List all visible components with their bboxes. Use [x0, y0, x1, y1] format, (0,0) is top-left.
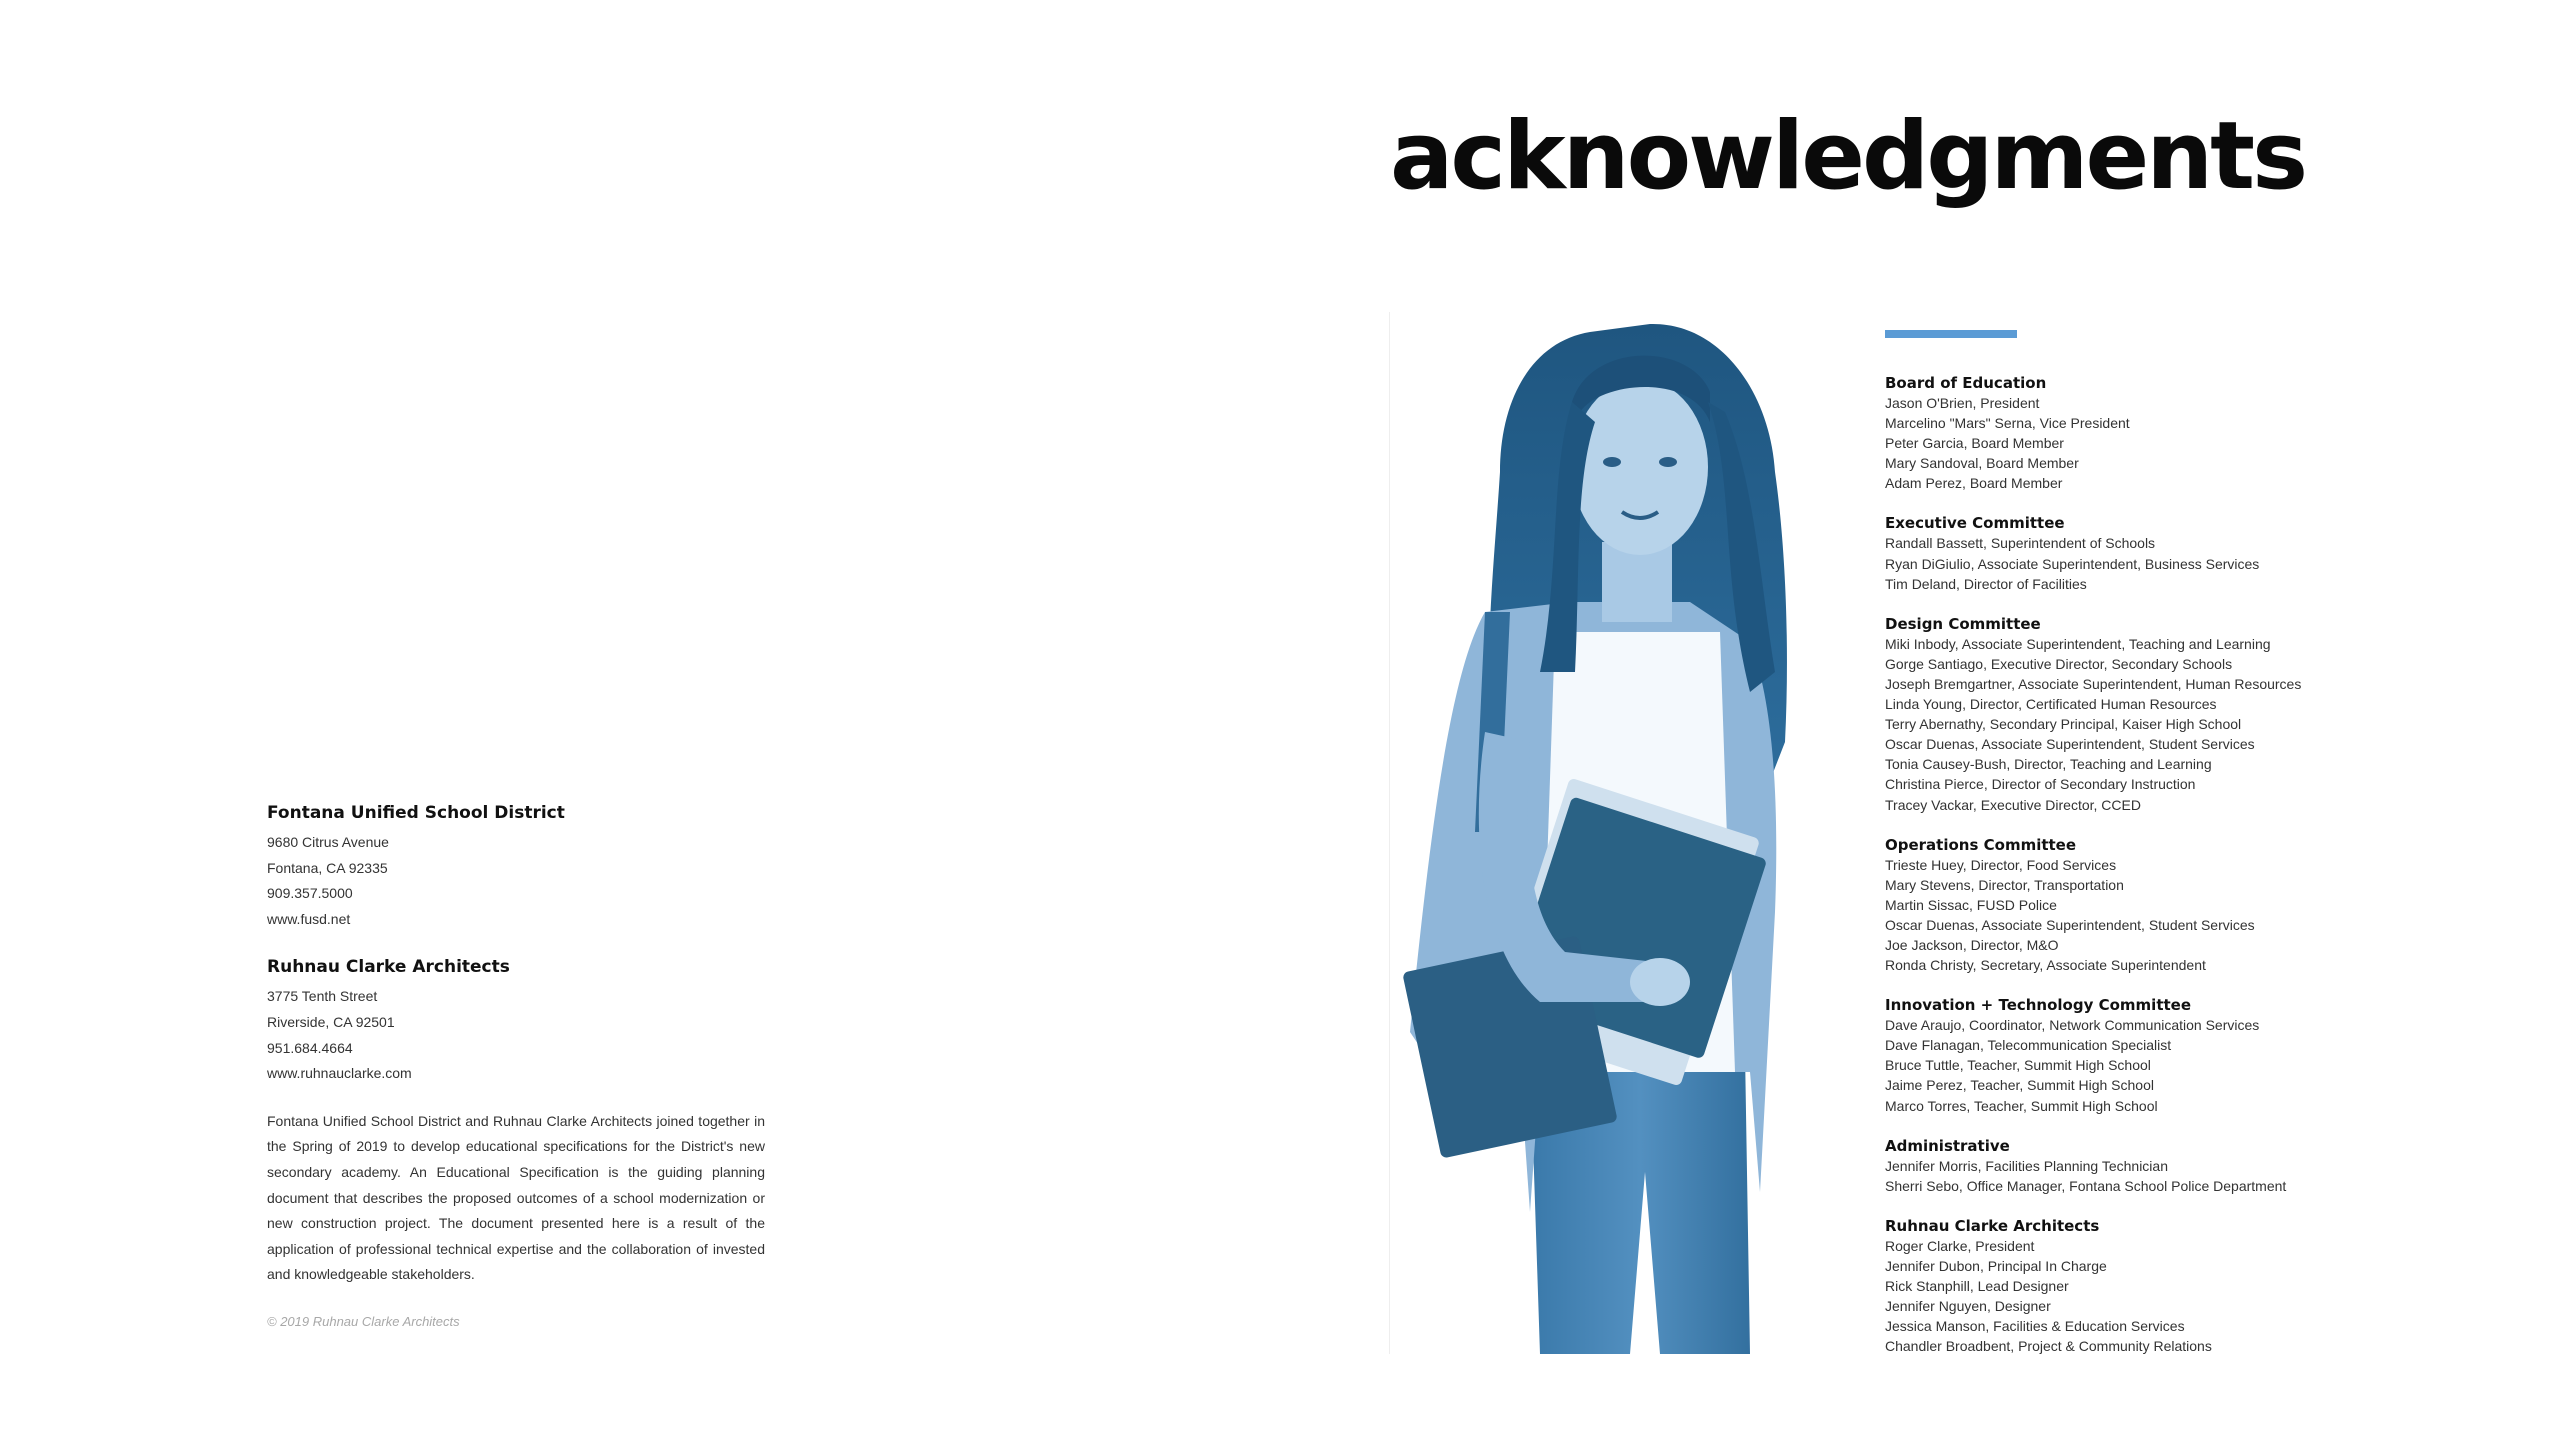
member-list: [1885, 1156, 2445, 1196]
member: Martin Sissac, FUSD Police: [1885, 896, 2057, 913]
member: Jennifer Dubon, Principal In Charge: [1885, 1257, 2107, 1274]
member: Mary Stevens, Director, Transportation: [1885, 876, 2124, 893]
member: Jaime Perez, Teacher, Summit High School: [1885, 1077, 2154, 1094]
intro-paragraph: Fontana Unified School District and Ruhnau Clarke Architects joined together in the Spring of 2019 to develop educational specifications for the District's new secondary academy. An Educational Specification is the guiding planning document that describes the proposed outcomes of a school modernization or new construction project. The document presented here is a result of the application of professional technical expertise and the collaboration of invested and knowledgeable stakeholders.: [267, 1112, 765, 1283]
group-title: Innovation + Technology Committee: [1885, 996, 2192, 1015]
group-innovation-technology-committee: [1885, 995, 2445, 1115]
member: Peter Garcia, Board Member: [1885, 435, 2064, 452]
member: Jessica Manson, Facilities & Education Services: [1885, 1318, 2185, 1335]
member: Bruce Tuttle, Teacher, Summit High School: [1885, 1057, 2151, 1074]
architect-name: Ruhnau Clarke Architects: [267, 957, 510, 978]
member: Sherri Sebo, Office Manager, Fontana School Police Department: [1885, 1177, 2287, 1194]
group-board-of-education: [1885, 373, 2445, 493]
member: Randall Bassett, Superintendent of Schools: [1885, 535, 2156, 552]
member: Adam Perez, Board Member: [1885, 475, 2063, 492]
member: Joe Jackson, Director, M&O: [1885, 936, 2059, 953]
district-website: www.fusd.net: [267, 910, 351, 927]
member: Tim Deland, Director of Facilities: [1885, 575, 2087, 592]
member-list: [1885, 393, 2445, 493]
group-title: Design Committee: [1885, 614, 2041, 633]
copyright-notice: © 2019 Ruhnau Clarke Architects: [267, 1313, 460, 1329]
member: Joseph Bremgartner, Associate Superintendent, Human Resources: [1885, 675, 2302, 692]
architect-phone: 951.684.4664: [267, 1039, 353, 1056]
group-administrative: [1885, 1136, 2445, 1196]
member: Oscar Duenas, Associate Superintendent, Student Services: [1885, 916, 2255, 933]
member-list: [1885, 634, 2445, 815]
group-title: Board of Education: [1885, 374, 2047, 392]
member-list: [1885, 855, 2445, 976]
page-title: acknowledgments: [1390, 102, 2306, 211]
district-name: Fontana Unified School District: [267, 803, 565, 823]
district-city: Fontana, CA 92335: [267, 859, 388, 876]
group-title: Operations Committee: [1885, 835, 2077, 854]
group-ruhnau-clarke-architects: [1885, 1216, 2445, 1357]
member: Roger Clarke, President: [1885, 1237, 2035, 1254]
member: Tonia Causey-Bush, Director, Teaching and Learning: [1885, 756, 2212, 773]
member: Dave Araujo, Coordinator, Network Communication Services: [1885, 1017, 2260, 1034]
group-design-committee: [1885, 614, 2445, 815]
member: Gorge Santiago, Executive Director, Secondary Schools: [1885, 655, 2233, 672]
member: Ryan DiGiulio, Associate Superintendent, Business Services: [1885, 555, 2260, 572]
member: Mary Sandoval, Board Member: [1885, 455, 2079, 472]
contact-column: [267, 800, 767, 1334]
member: Tracey Vackar, Executive Director, CCED: [1885, 796, 2141, 813]
architect-street: 3775 Tenth Street: [267, 988, 378, 1005]
group-operations-committee: [1885, 835, 2445, 976]
group-executive-committee: [1885, 513, 2445, 593]
member: Oscar Duenas, Associate Superintendent, Student Services: [1885, 736, 2255, 753]
member-list: [1885, 533, 2445, 593]
group-title: Executive Committee: [1885, 514, 2065, 533]
member: Ronda Christy, Secretary, Associate Superintendent: [1885, 957, 2206, 974]
district-street: 9680 Citrus Avenue: [267, 834, 389, 850]
member: Linda Young, Director, Certificated Human Resources: [1885, 696, 2217, 713]
student-photo: [1389, 312, 1885, 1354]
member: Chandler Broadbent, Project & Community Relations: [1885, 1338, 2212, 1355]
member: Marcelino "Mars" Serna, Vice President: [1885, 415, 2130, 432]
member: Terry Abernathy, Secondary Principal, Kaiser High School: [1885, 716, 2242, 733]
group-title: Ruhnau Clarke Architects: [1885, 1216, 2100, 1235]
member-list: [1885, 1236, 2445, 1357]
member: Dave Flanagan, Telecommunication Specialist: [1885, 1037, 2172, 1054]
member: Rick Stanphill, Lead Designer: [1885, 1278, 2069, 1294]
student-illustration: [1390, 312, 1885, 1354]
member-list: [1885, 1015, 2445, 1115]
accent-bar: [1885, 330, 2017, 338]
architect-address: [267, 984, 767, 1086]
acknowledgment-list: [1885, 330, 2445, 1376]
member: Jason O'Brien, President: [1885, 395, 2040, 411]
member: Christina Pierce, Director of Secondary Instruction: [1885, 776, 2196, 793]
district-phone: 909.357.5000: [267, 885, 353, 902]
member: Miki Inbody, Associate Superintendent, Teaching and Learning: [1885, 635, 2271, 652]
architect-website: www.ruhnauclarke.com: [267, 1065, 412, 1082]
face-shape: [1572, 379, 1708, 555]
member: Jennifer Nguyen, Designer: [1885, 1298, 2051, 1315]
district-address: [267, 830, 767, 932]
group-title: Administrative: [1885, 1136, 2010, 1155]
architect-city: Riverside, CA 92501: [267, 1013, 395, 1030]
architect-block: [267, 954, 767, 1086]
member: Trieste Huey, Director, Food Services: [1885, 856, 2117, 873]
member: Jennifer Morris, Facilities Planning Technician: [1885, 1157, 2168, 1174]
member: Marco Torres, Teacher, Summit High School: [1885, 1097, 2158, 1114]
